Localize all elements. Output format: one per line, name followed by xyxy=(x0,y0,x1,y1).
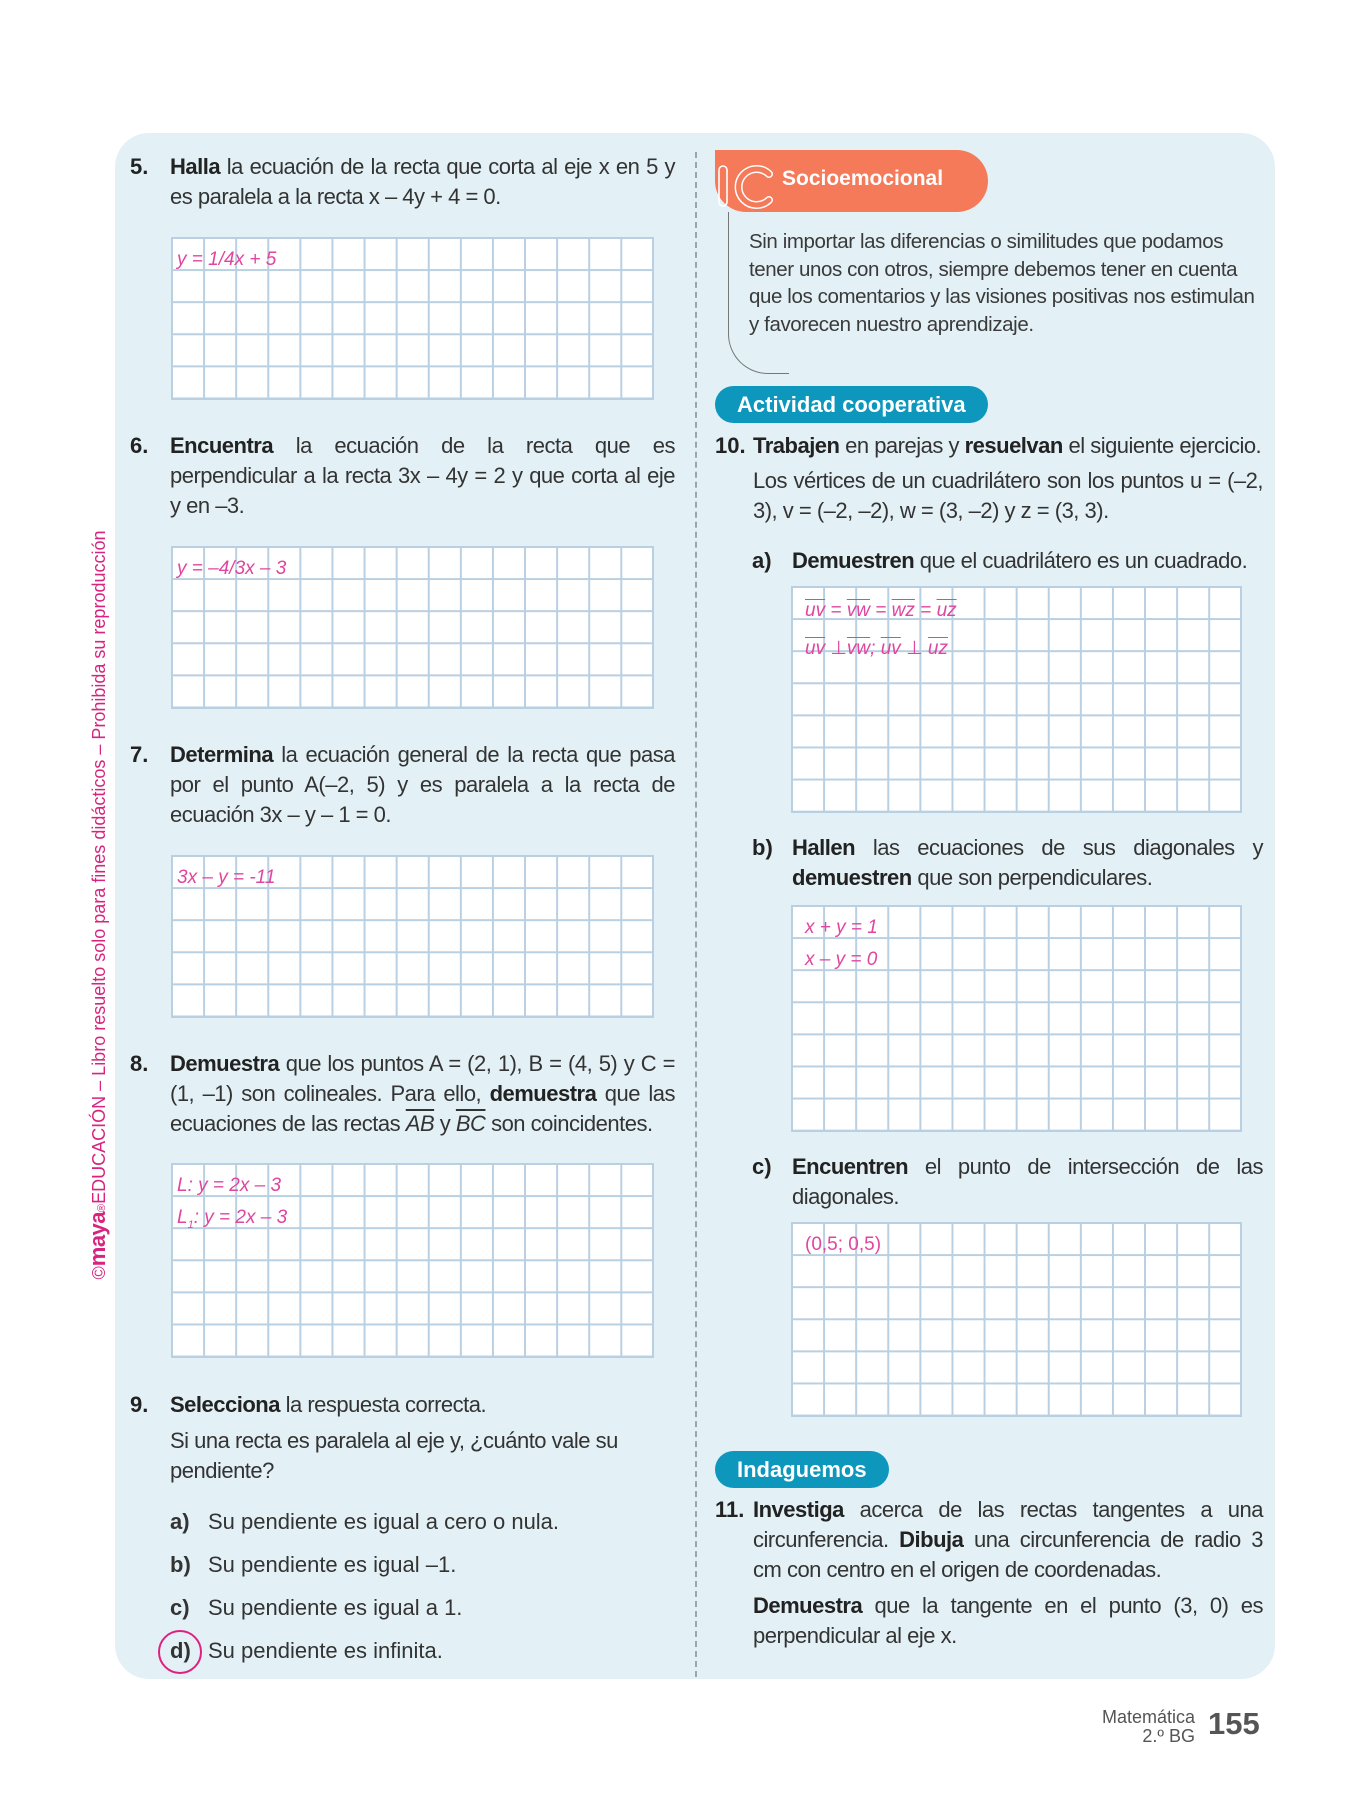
q8-answer-grid[interactable] xyxy=(171,1163,654,1358)
q5-statement xyxy=(130,152,675,212)
op: = xyxy=(830,600,842,621)
q10a-letter: a) xyxy=(752,548,772,573)
q10c-answer-grid[interactable] xyxy=(791,1222,1242,1417)
q9-verb: Selecciona xyxy=(170,1392,280,1417)
seg: $\overline{vw}$ xyxy=(846,638,871,659)
option-letter: a) xyxy=(170,1509,190,1534)
seg: $\overline{uz}$ xyxy=(927,638,948,659)
left-column xyxy=(130,152,675,1666)
q10a-answer-1 xyxy=(805,601,957,621)
column-divider xyxy=(695,152,697,1677)
socioemocional-badge xyxy=(715,150,988,212)
footer-subject xyxy=(1050,1708,1195,1746)
q11-statement-2 xyxy=(715,1591,1263,1651)
q6-answer-grid[interactable] xyxy=(171,546,654,709)
op: ⊥ xyxy=(830,638,847,659)
ic-logo-icon xyxy=(717,164,779,210)
q5-answer: y = 1/4x + 5 xyxy=(177,249,277,270)
seg: $\overline{uz}$ xyxy=(936,600,957,621)
q11-t3: que la tangente en el punto (3, 0) es perpendicular al eje x. xyxy=(753,1593,1263,1648)
q10b-verb2: demuestren xyxy=(792,865,912,890)
op: ⊥ xyxy=(906,638,923,659)
line-label: L xyxy=(177,1207,188,1228)
line-equation: : y = 2x – 3 xyxy=(193,1207,288,1228)
q10-number: 10. xyxy=(715,433,746,458)
q8-answer-2 xyxy=(177,1208,287,1235)
q10b-text: las ecuaciones de sus diagonales y xyxy=(872,835,1263,860)
q5-answer-grid[interactable] xyxy=(171,237,654,400)
q8-verb: Demuestra xyxy=(170,1051,280,1076)
q10a-text: que el cuadrilátero es un cuadrado. xyxy=(919,548,1248,573)
q7-number: 7. xyxy=(130,742,149,767)
q10-statement xyxy=(715,431,1263,461)
q10c-statement xyxy=(715,1152,1263,1212)
op: = xyxy=(920,600,932,621)
brand-logo: maya xyxy=(85,1211,110,1267)
q10a-verb: Demuestren xyxy=(792,548,915,573)
q10b-answer-grid[interactable] xyxy=(791,905,1242,1132)
q10a-answer-2 xyxy=(805,639,948,659)
segment-ab: $\overline{AB}$ xyxy=(405,1111,435,1136)
q10b-answer-1: x + y = 1 xyxy=(805,917,878,938)
seg: $\overline{uv}$ xyxy=(805,600,826,621)
seg: $\overline{vw}$ xyxy=(846,600,870,621)
option-letter: c) xyxy=(170,1595,190,1620)
q10-vertices-text: Los vértices de un cuadrilátero son los puntos u = (–2, 3), v = (–2, –2), w = (3, –2) y z = (3, 3). xyxy=(753,468,1263,523)
q7-answer: 3x – y = -11 xyxy=(177,867,276,888)
cooperative-activity-badge: Actividad cooperativa xyxy=(715,386,988,423)
q9-text: la respuesta correcta. xyxy=(285,1392,487,1417)
q10-vertices xyxy=(715,466,1263,526)
q9-number: 9. xyxy=(130,1392,149,1417)
option-text: Su pendiente es infinita. xyxy=(208,1638,443,1663)
seg: $\overline{uv}$ xyxy=(880,638,901,659)
q8-statement xyxy=(130,1049,675,1139)
q8-text3: son coincidentes. xyxy=(491,1111,653,1136)
seg: $\overline{uv}$ xyxy=(805,638,826,659)
q10c-answer: (0,5; 0,5) xyxy=(805,1234,882,1255)
right-column xyxy=(715,150,1263,1651)
q5-verb: Halla xyxy=(170,154,221,179)
q11-verb2: Dibuja xyxy=(899,1527,964,1552)
q10c-verb: Encuentren xyxy=(792,1154,909,1179)
page-number: 155 xyxy=(1208,1706,1260,1741)
q9-question xyxy=(130,1426,675,1486)
seg: $\overline{wz}$ xyxy=(891,600,915,621)
copyright-sidebar xyxy=(85,531,111,1280)
q10-t2: el siguiente ejercicio. xyxy=(1068,433,1262,458)
q8-text2: que las ecuaciones de las rectas xyxy=(170,1081,675,1136)
line-subscript: 1 xyxy=(187,1218,194,1231)
q6-number: 6. xyxy=(130,433,149,458)
q9-option-a[interactable] xyxy=(130,1507,675,1537)
subject-name: Matemática xyxy=(1101,1707,1195,1727)
q10c-letter: c) xyxy=(752,1154,772,1179)
op: = xyxy=(875,600,887,621)
q10b-text2: que son perpendiculares. xyxy=(917,865,1153,890)
q10-verb2: resuelvan xyxy=(964,433,1063,458)
q10a-statement xyxy=(715,546,1263,576)
socio-text: Sin importar las diferencias o similitudes que podamos tener unos con otros, siempre debemos tener en cuenta que los comentarios y las visiones positivas nos estimulan y favorecen nuestro aprendizaje. xyxy=(749,230,1255,336)
q7-verb: Determina xyxy=(170,742,274,767)
segment-bc: $\overline{BC}$ xyxy=(455,1111,486,1136)
option-letter: d) xyxy=(170,1638,191,1663)
q7-text: la ecuación general de la recta que pasa por el punto A(–2, 5) y es paralela a la recta de ecuación 3x – y – 1 = 0. xyxy=(170,742,675,827)
q10c-text: el punto de intersección de las diagonales. xyxy=(792,1154,1263,1209)
q6-statement xyxy=(130,431,675,521)
q8-answer-1: L: y = 2x – 3 xyxy=(177,1175,282,1196)
socioemocional-title: Socioemocional xyxy=(782,167,944,190)
q10-t1: en parejas y xyxy=(845,433,959,458)
q6-answer: y = –4/3x – 3 xyxy=(177,558,287,579)
q10b-answer-2: x – y = 0 xyxy=(805,949,878,970)
registered-mark: ® xyxy=(96,1203,108,1212)
q11-number: 11. xyxy=(715,1497,745,1522)
option-text: Su pendiente es igual a cero o nula. xyxy=(208,1509,560,1534)
q9-option-c[interactable] xyxy=(130,1593,675,1623)
q7-statement xyxy=(130,740,675,830)
q11-statement xyxy=(715,1495,1263,1585)
option-text: Su pendiente es igual –1. xyxy=(208,1552,457,1577)
op: ; xyxy=(870,638,876,659)
q8-verb2: demuestra xyxy=(489,1081,597,1106)
q10a-answer-grid[interactable] xyxy=(791,586,1242,813)
q8-number: 8. xyxy=(130,1051,149,1076)
q9-question-text: Si una recta es paralela al eje y, ¿cuánto vale su pendiente? xyxy=(170,1428,618,1483)
q6-verb: Encuentra xyxy=(170,433,274,458)
q6-text: la ecuación de la recta que es perpendicular a la recta 3x – 4y = 2 y que corta al eje y en –3. xyxy=(170,433,675,518)
q11-t1: acerca de las rectas tangentes a una circunferencia. xyxy=(753,1497,1263,1552)
q10-verb1: Trabajen xyxy=(753,433,840,458)
q9-option-d[interactable] xyxy=(130,1636,675,1666)
q11-verb3: Demuestra xyxy=(753,1593,863,1618)
copyright-symbol: © xyxy=(89,1266,109,1280)
q11-verb: Investiga xyxy=(753,1497,844,1522)
indaguemos-badge: Indaguemos xyxy=(715,1451,889,1488)
q8-text1: que los puntos A = (2, 1), B = (4, 5) y C = (1, –1) son colineales. Para ello, xyxy=(170,1051,675,1106)
q11-t2: una circunferencia de radio 3 cm con centro en el origen de coordenadas. xyxy=(753,1527,1264,1582)
option-letter: b) xyxy=(170,1552,191,1577)
q8-and: y xyxy=(439,1111,451,1136)
q9-option-b[interactable] xyxy=(130,1550,675,1580)
q10b-verb: Hallen xyxy=(792,835,856,860)
grade-level: 2.º BG xyxy=(1142,1726,1195,1746)
copyright-text: EDUCACIÓN – Libro resuelto solo para fines didácticos – Prohibida su reproducción xyxy=(89,530,109,1204)
q9-statement xyxy=(130,1390,675,1420)
q7-answer-grid[interactable] xyxy=(171,855,654,1018)
socio-box xyxy=(715,212,1263,374)
option-text: Su pendiente es igual a 1. xyxy=(208,1595,463,1620)
q10b-statement xyxy=(715,833,1263,893)
selected-answer-circle xyxy=(158,1630,202,1674)
q10b-letter: b) xyxy=(752,835,773,860)
q5-number: 5. xyxy=(130,154,149,179)
q5-text: la ecuación de la recta que corta al eje x en 5 y es paralela a la recta x – 4y + 4 = 0. xyxy=(170,154,675,209)
